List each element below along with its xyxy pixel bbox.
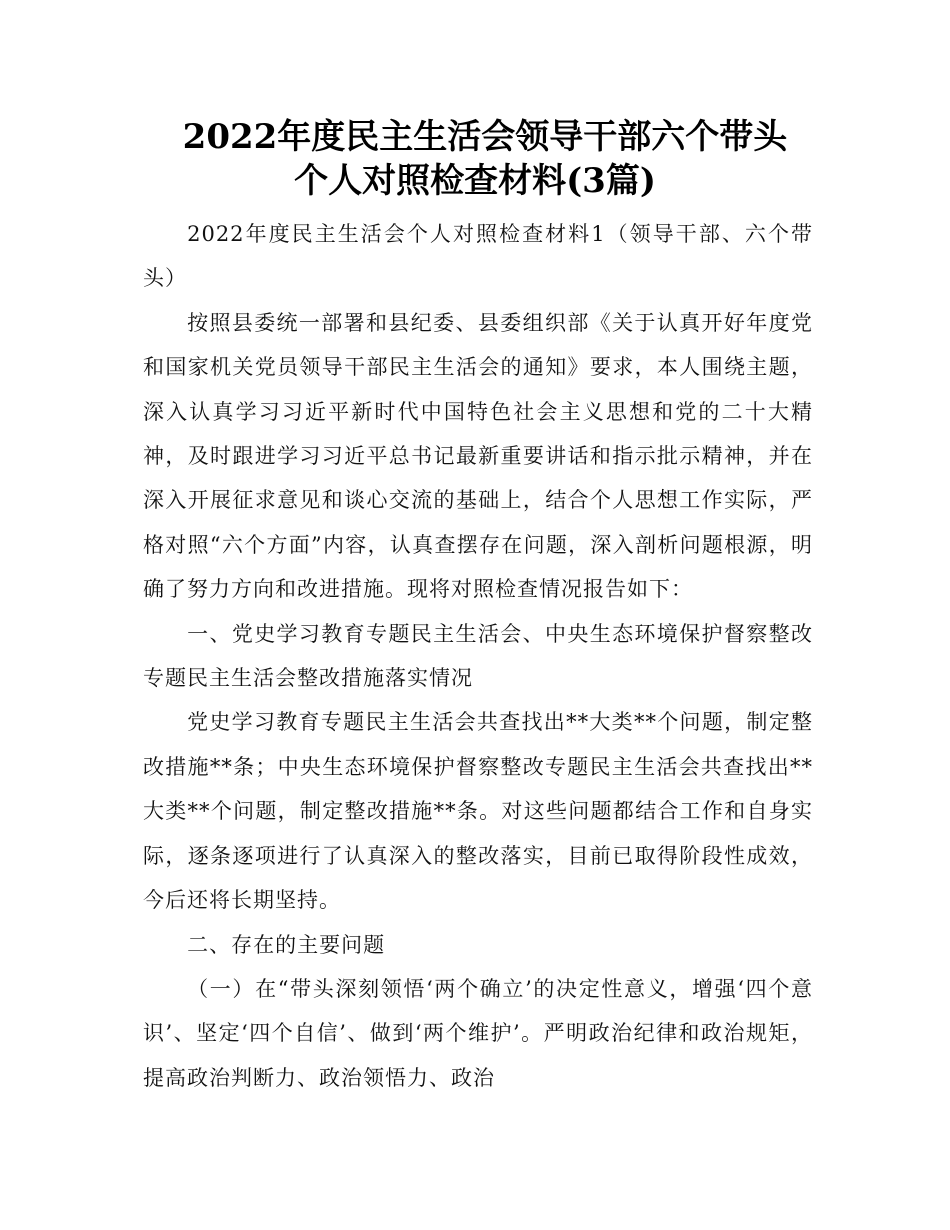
paragraph-section-2-heading: 二、存在的主要问题 <box>187 932 386 957</box>
document-title-line-1: 2022年度民主生活会领导干部六个带头 <box>182 117 788 157</box>
paragraph-intro: 按照县委统一部署和县纪委、县委组织部《关于认真开好年度党和国家机关党员领导干部民主生活会的通知》要求，本人围绕主题，深入认真学习习近平新时代中国特色社会主义思想和党的二十大精神，及时跟进学习习近平总书记最新重要讲话和指示批示精神，并在深入开展征求意见和谈心交流的基础上，结合个人思想工作实际，严格对照“六个方面”内容，认真查摆存在问题，深入剖析问题根源，明确了努力方向和改进措施。现将对照检查情况报告如下： <box>143 310 813 602</box>
paragraph-section-2-item-1: （一）在“带头深刻领悟‘两个确立’的决定性意义，增强‘四个意识’、坚定‘四个自信’、做到‘两个维护’。严明政治纪律和政治规矩，提高政治判断力、政治领悟力、政治 <box>143 976 813 1090</box>
document-body <box>143 212 813 1100</box>
paragraph-section-1-body: 党史学习教育专题民主生活会共查找出**大类**个问题，制定整改措施**条；中央生态环境保护督察整改专题民主生活会共查找出**大类**个问题，制定整改措施**条。对这些问题都结合工作和自身实际，逐条逐项进行了认真深入的整改落实，目前已取得阶段性成效，今后还将长期坚持。 <box>143 710 813 913</box>
document-title-line-2: 个人对照检查材料(3篇) <box>294 161 656 201</box>
paragraph-subtitle: 2022年度民主生活会个人对照检查材料1（领导干部、六个带头） <box>143 222 813 291</box>
paragraph-section-1-heading: 一、党史学习教育专题民主生活会、中央生态环境保护督察整改专题民主生活会整改措施落实情况 <box>143 621 813 691</box>
